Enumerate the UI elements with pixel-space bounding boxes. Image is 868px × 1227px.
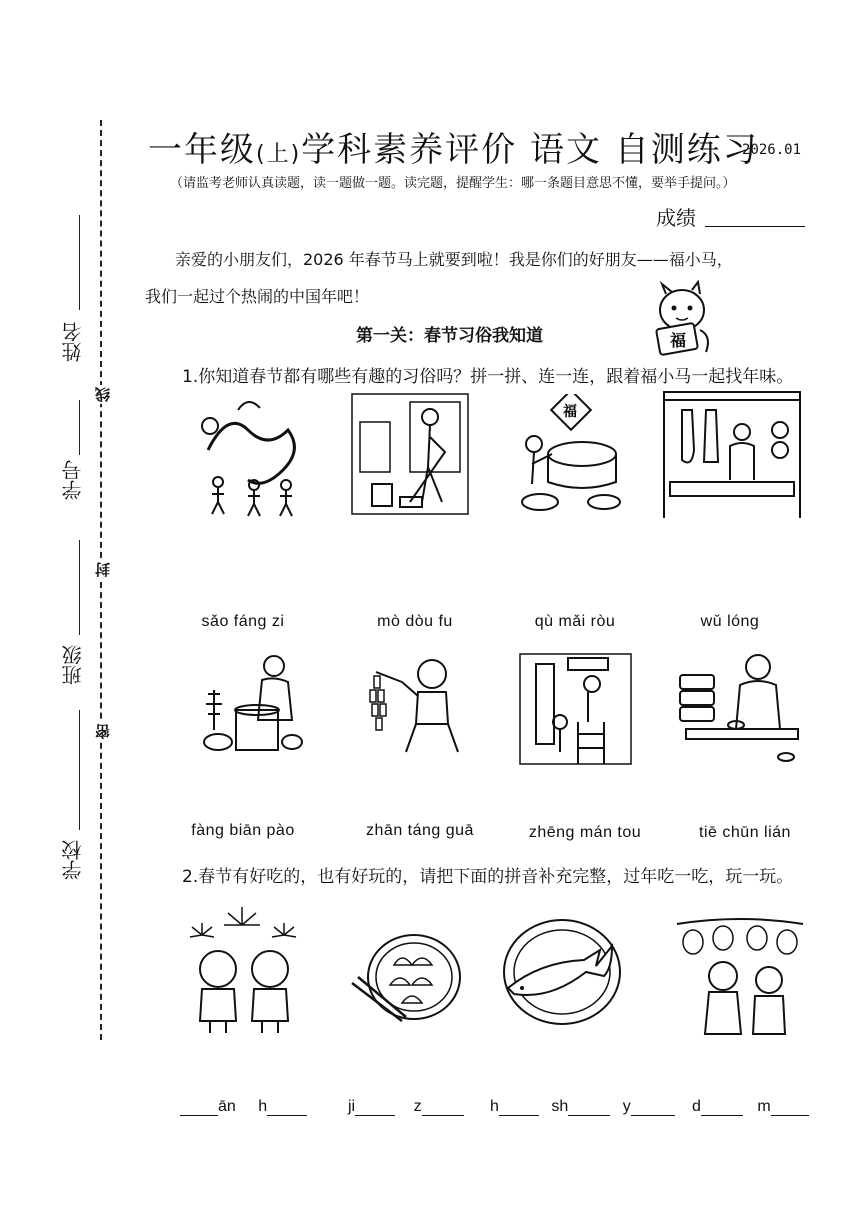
blank-input[interactable] [499,1099,539,1116]
blank-input[interactable] [771,1099,809,1116]
firecracker-boy-icon [366,652,466,757]
blank-group-lanterns [692,1098,809,1116]
question-2: 2.春节有好吃的，也有好玩的，请把下面的拼音补充完整，过年吃一吃，玩一玩。 [182,867,794,887]
mascot-sign-text: 福 [670,331,687,350]
name-write-line[interactable] [79,215,80,310]
school-label: 学校 [61,840,85,880]
making-tofu-icon [512,394,627,519]
fireworks-children-icon [172,905,312,1035]
pinyin-stick-candy[interactable]: zhān táng guā [366,822,474,839]
blank-input[interactable] [422,1099,464,1116]
school-write-line[interactable] [79,710,80,830]
intro-line-1: 亲爱的小朋友们，2026 年春节马上就要到啦！我是你们的好朋友——福小马， [175,250,733,269]
name-label: 姓名 [61,322,85,362]
score-label: 成绩 [656,206,696,230]
blank-input[interactable] [701,1099,743,1116]
pinyin-fragment: sh [551,1098,569,1115]
title-subject: 学科素养评价 语文 自测练习 [301,130,759,170]
pinyin-fragment: z [413,1098,422,1115]
pinyin-grind-tofu[interactable]: mò dòu fu [377,613,453,630]
binding-mark-line: 线 [94,387,112,402]
dragon-dance-icon [188,390,313,520]
pinyin-fragment: ji [348,1098,356,1115]
pinyin-fragment: h [490,1098,499,1115]
buying-meat-icon [662,390,802,520]
blank-input[interactable] [267,1099,307,1116]
student-id-label: 学号 [61,460,85,500]
candy-making-icon [200,650,305,755]
pinyin-fragment: ān [218,1098,236,1115]
proctor-instruction: （请监考老师认真读题，读一题做一题。读完题，提醒学生：哪一条题目意思不懂，要举手提问。） [170,176,736,191]
binding-mark-secret: 密 [94,724,112,739]
lanterns-children-icon [675,912,805,1037]
binding-dashed-line [100,120,102,1040]
pinyin-steam-buns[interactable]: zhēng mán tou [528,824,642,841]
title-term: (上) [256,142,302,167]
dumplings-icon [350,925,465,1030]
intro-line-2: 我们一起过个热闹的中国年吧！ [145,287,370,306]
pinyin-dragon-dance[interactable]: wǔ lóng [700,613,760,630]
pinyin-set-off-firecrackers[interactable]: fàng biān pào [191,822,295,839]
score-write-line[interactable] [705,226,805,227]
pinyin-buy-meat[interactable]: qù mǎi ròu [534,613,616,630]
class-label: 班级 [61,645,85,685]
pinyin-fragment: h [258,1098,268,1115]
binding-mark-seal: 封 [94,562,112,577]
binding-margin [0,0,130,1227]
title-grade: 一年级 [148,130,256,170]
steaming-buns-icon [676,645,801,765]
fish-dish-icon [500,914,630,1029]
blank-input[interactable] [355,1099,395,1116]
posting-couplets-icon [518,652,633,767]
horse-mascot-icon [640,280,730,360]
section-title: 第一关：春节习俗我知道 [356,326,543,346]
pinyin-fragment: y [622,1098,631,1115]
fu-sign-text: 福 [563,404,577,420]
class-write-line[interactable] [79,540,80,635]
page-title [148,122,759,171]
pinyin-post-couplets[interactable]: tiē chūn lián [699,824,791,841]
pinyin-fragment: m [757,1098,771,1115]
blank-input[interactable] [631,1099,675,1116]
blank-input[interactable] [180,1099,218,1116]
pinyin-sweep-house[interactable]: sǎo fáng zi [201,613,285,630]
blank-input[interactable] [568,1099,610,1116]
blank-group-dumplings [348,1098,464,1116]
question-1: 1.你知道春节都有哪些有趣的习俗吗？拼一拼、连一连，跟着福小马一起找年味。 [182,367,794,387]
blank-group-fish [490,1098,675,1116]
exam-date: 2026.01 [742,142,802,158]
sweeping-house-icon [350,392,470,517]
id-write-line[interactable] [79,400,80,455]
blank-group-fireworks [180,1098,307,1116]
pinyin-fragment: d [692,1098,701,1115]
